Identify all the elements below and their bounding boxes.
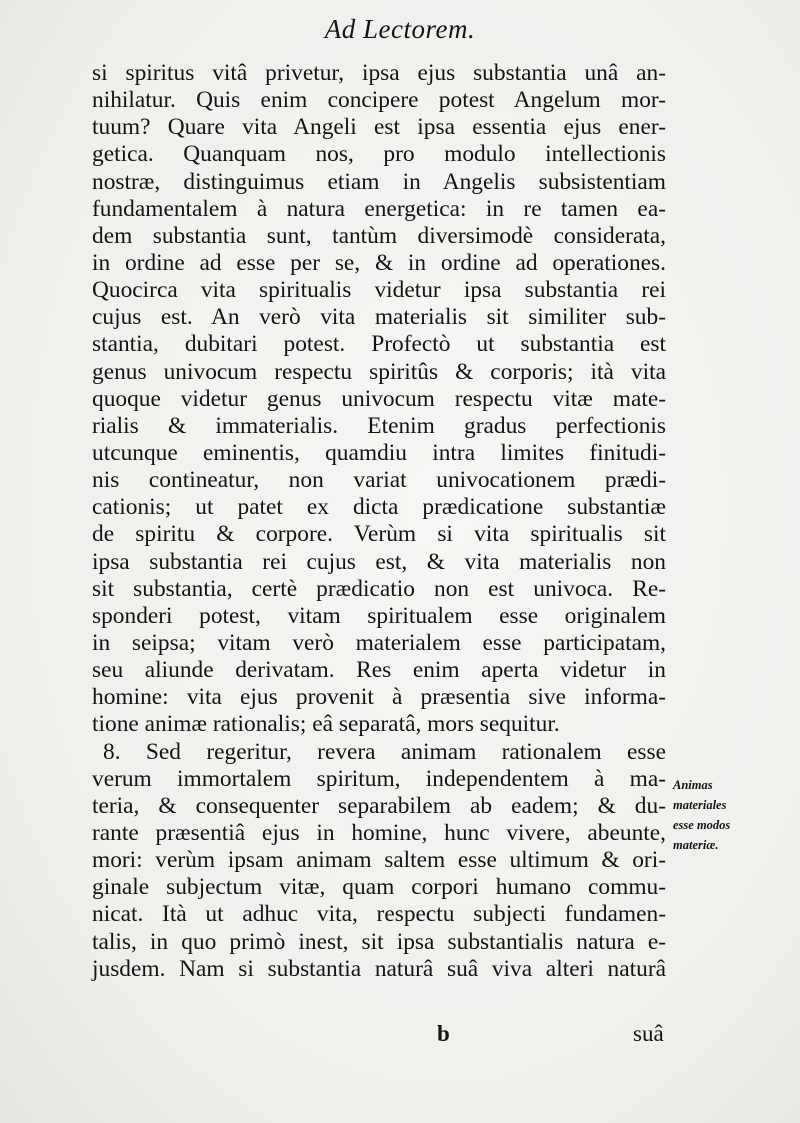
text-line: genus univocum respectu spiritûs & corporis; ità vita: [92, 358, 666, 385]
catchword: suâ: [633, 1021, 664, 1046]
text-line: sponderi potest, vitam spiritualem esse originalem: [92, 602, 666, 629]
text-line: utcunque eminentis, quamdiu intra limites finitudi-: [92, 439, 666, 466]
signature-mark: b: [437, 1021, 450, 1046]
text-line: sit substantia, certè prædicatio non est univoca. Re-: [92, 575, 666, 602]
text-line: cujus est. An verò vita materialis sit similiter sub-: [92, 304, 666, 331]
text-line: homine: vita ejus provenit à præsentia sive informa-: [92, 684, 666, 711]
text-line: mori: verùm ipsam animam saltem esse ultimum & ori-: [92, 847, 666, 874]
text-line: rialis & immaterialis. Etenim gradus perfectionis: [92, 412, 666, 439]
text-line: ipsa substantia rei cujus est, & vita materialis non: [92, 548, 666, 575]
running-head: Ad Lectorem.: [324, 14, 476, 44]
marginal-note-line: esse modos: [673, 818, 731, 832]
text-line: de spiritu & corpore. Verùm si vita spiritualis sit: [92, 521, 666, 548]
text-line: quoque videtur genus univocum respectu vitæ mate-: [92, 385, 666, 412]
marginal-note-line: materiales: [673, 798, 727, 812]
marginal-note-line: materiæ.: [673, 838, 719, 852]
marginal-note-line: Animas: [673, 778, 713, 792]
text-line: tuum? Quare vita Angeli est ipsa essentia ejus ener-: [92, 114, 666, 141]
text-line: teria, & consequenter separabilem ab eadem; & du-: [92, 792, 666, 819]
text-line: talis, in quo primò inest, sit ipsa substantialis natura e-: [92, 928, 666, 955]
text-line: verum immortalem spiritum, independentem à ma-: [92, 765, 666, 792]
text-line: seu aliunde derivatam. Res enim aperta videtur in: [92, 657, 666, 684]
text-line: in ordine ad esse per se, & in ordine ad operationes.: [92, 249, 666, 276]
text-line: in seipsa; vitam verò materialem esse participatam,: [92, 629, 666, 656]
text-line: cationis; ut patet ex dicta prædicatione substantiæ: [92, 494, 666, 521]
text-line: getica. Quanquam nos, pro modulo intellectionis: [92, 141, 666, 168]
text-line: rante præsentiâ ejus in homine, hunc vivere, abeunte,: [92, 819, 666, 846]
text-line: nihilatur. Quis enim concipere potest Angelum mor-: [92, 87, 666, 114]
text-line: tione animæ rationalis; eâ separatâ, mors sequitur.: [92, 711, 560, 738]
body-text: [92, 60, 666, 983]
text-line: nostræ, distinguimus etiam in Angelis subsistentiam: [92, 168, 666, 195]
text-line: si spiritus vitâ privetur, ipsa ejus substantia unâ an-: [92, 60, 666, 86]
text-line: dem substantia sunt, tantùm diversimodè considerata,: [92, 222, 666, 249]
text-line: nis contineatur, non variat univocationem prædi-: [92, 467, 666, 494]
text-line: ginale subjectum vitæ, quam corpori humano commu-: [92, 874, 666, 901]
text-line: stantia, dubitari potest. Profectò ut substantia est: [92, 331, 666, 358]
text-line: Quocirca vita spiritualis videtur ipsa substantia rei: [92, 277, 666, 304]
marginal-note: [673, 775, 773, 855]
text-line: jusdem. Nam si substantia naturâ suâ viva alteri naturâ: [92, 955, 666, 982]
text-line: fundamentalem à natura energetica: in re tamen ea-: [92, 195, 666, 222]
text-line: nicat. Ità ut adhuc vita, respectu subjecti fundamen-: [92, 901, 666, 928]
section-start-line: 8. Sed regeritur, revera animam rationalem esse: [103, 738, 666, 765]
